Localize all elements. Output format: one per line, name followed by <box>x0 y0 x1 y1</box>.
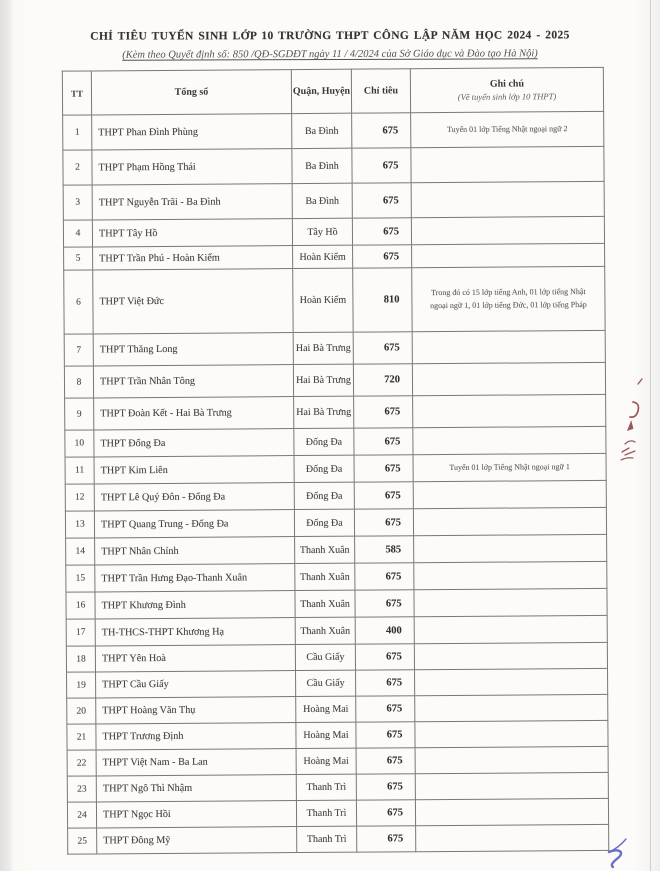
table-row <box>67 772 608 802</box>
table-row <box>65 480 606 511</box>
district-name: Đống Đa <box>294 509 354 536</box>
table-row <box>67 668 608 698</box>
district-name: Hai Bà Trưng <box>293 332 353 364</box>
district-name: Thanh Xuân <box>295 617 355 644</box>
note-text <box>415 668 608 695</box>
note-text <box>416 824 609 851</box>
quota-value: 675 <box>352 218 411 245</box>
school-name: THPT Đông Mỹ <box>97 827 297 854</box>
row-number: 11 <box>65 457 94 484</box>
quota-value: 675 <box>353 245 412 268</box>
quota-value: 675 <box>352 148 411 183</box>
table-row <box>66 615 607 646</box>
header-tt: TT <box>62 71 91 115</box>
district-name: Thanh Trì <box>296 800 356 826</box>
district-name: Hoàng Mai <box>296 696 356 722</box>
school-name: THPT Tây Hồ <box>92 219 292 247</box>
row-number: 8 <box>64 366 93 398</box>
table-body <box>63 111 609 854</box>
school-name: THPT Khương Đình <box>95 591 295 619</box>
note-text <box>415 798 608 825</box>
table-row <box>66 642 607 672</box>
quota-value: 675 <box>352 183 411 218</box>
row-number: 6 <box>64 270 93 334</box>
note-text <box>412 243 605 267</box>
district-name: Đống Đa <box>294 455 354 482</box>
quota-value: 585 <box>355 536 414 563</box>
row-number: 14 <box>66 538 95 565</box>
note-text: Trong đó có 15 lớp tiếng Anh, 01 lớp tiếng Nhật ngoại ngữ 1, 01 lớp tiếng Đức, 01 lớp tiếng Pháp <box>412 266 605 331</box>
school-name: THPT Phạm Hồng Thái <box>92 149 292 185</box>
page-subtitle: (Kèm theo Quyết định số: 850 /QĐ-SGDĐT ngày 11 / 4/2024 của Sở Giáo dục và Đào tạo Hà Nội) <box>122 48 538 61</box>
table-row <box>66 534 607 565</box>
table-row <box>67 720 608 750</box>
quota-value: 675 <box>354 455 413 482</box>
district-name: Thanh Trì <box>297 826 357 852</box>
note-text <box>413 394 606 427</box>
row-number: 10 <box>65 430 94 457</box>
school-name: THPT Quang Trung - Đống Đa <box>94 510 294 538</box>
row-number: 20 <box>67 698 96 724</box>
quota-table-wrapper <box>62 67 660 855</box>
note-text <box>415 694 608 721</box>
quota-value: 675 <box>354 482 413 509</box>
quota-value: 675 <box>356 670 415 696</box>
school-name: THPT Trương Định <box>96 723 296 750</box>
school-name: THPT Đoàn Kết - Hai Bà Trưng <box>94 397 294 430</box>
header-school-name: Tổng số <box>91 70 291 115</box>
note-text: Tuyển 01 lớp Tiếng Nhật ngoại ngữ 1 <box>413 453 606 481</box>
table-row <box>64 266 605 334</box>
district-name: Ba Đình <box>292 148 352 183</box>
district-name: Thanh Xuân <box>295 563 355 590</box>
district-name: Cầu Giấy <box>296 670 356 696</box>
row-number: 1 <box>63 115 92 150</box>
school-name: THPT Nguyễn Trãi - Ba Đình <box>92 184 292 220</box>
row-number: 12 <box>65 484 94 511</box>
header-note-title: Ghi chú <box>489 78 525 90</box>
header-note <box>410 67 603 112</box>
row-number: 5 <box>64 247 93 270</box>
district-name: Đống Đa <box>294 428 354 455</box>
quota-value: 675 <box>356 800 415 826</box>
quota-value: 675 <box>354 509 413 536</box>
district-name: Đống Đa <box>294 482 354 509</box>
note-text <box>415 746 608 773</box>
row-number: 18 <box>66 646 95 672</box>
note-text <box>413 480 606 508</box>
quota-value: 675 <box>355 644 414 670</box>
table-row <box>67 798 608 828</box>
quota-value: 400 <box>355 617 414 644</box>
row-number: 15 <box>66 565 95 592</box>
district-name: Hoàng Mai <box>296 748 356 774</box>
note-text <box>411 146 604 182</box>
row-number: 16 <box>66 592 95 619</box>
district-name: Hai Bà Trưng <box>293 364 353 396</box>
school-name: THPT Việt Nam - Ba Lan <box>96 749 296 776</box>
school-name: THPT Việt Đức <box>93 269 293 334</box>
table-row <box>63 216 604 247</box>
page-title: CHỈ TIÊU TUYỂN SINH LỚP 10 TRƯỜNG THPT CÔNG LẬP NĂM HỌC 2024 - 2025 <box>90 29 570 43</box>
school-name: THPT Phan Đình Phùng <box>92 114 292 150</box>
table-row <box>65 426 606 457</box>
school-name: THPT Lê Quý Đôn - Đống Đa <box>94 483 294 511</box>
row-number: 19 <box>67 672 96 698</box>
row-number: 24 <box>67 802 96 828</box>
district-name: Ba Đình <box>292 183 352 218</box>
row-number: 9 <box>65 398 94 430</box>
table-row <box>63 111 604 150</box>
note-text <box>415 772 608 799</box>
quota-value: 675 <box>355 563 414 590</box>
note-text <box>412 330 605 363</box>
school-name: THPT Trần Phú - Hoàn Kiếm <box>93 246 293 270</box>
school-name: THPT Cầu Giấy <box>96 671 296 698</box>
table-row <box>67 746 608 776</box>
note-text <box>414 534 607 562</box>
table-row <box>65 394 606 430</box>
quota-value: 675 <box>356 696 415 722</box>
note-text <box>415 720 608 747</box>
row-number: 3 <box>63 185 92 220</box>
district-name: Hai Bà Trưng <box>294 396 354 428</box>
table-row <box>65 453 606 484</box>
quota-value: 675 <box>355 590 414 617</box>
header-district: Quận, Huyện <box>291 69 351 113</box>
note-text <box>411 181 604 217</box>
table-row <box>64 330 605 366</box>
quota-value: 810 <box>353 268 412 332</box>
note-text <box>414 615 607 643</box>
district-name: Thanh Xuân <box>295 590 355 617</box>
table-row <box>66 588 607 619</box>
row-number: 25 <box>68 828 97 854</box>
row-number: 23 <box>67 776 96 802</box>
quota-value: 675 <box>352 113 411 148</box>
school-name: THPT Trần Hưng Đạo-Thanh Xuân <box>95 564 295 592</box>
school-name: THPT Ngô Thì Nhậm <box>96 775 296 802</box>
quota-value: 675 <box>356 774 415 800</box>
quota-value: 675 <box>356 748 415 774</box>
row-number: 13 <box>65 511 94 538</box>
quota-value: 675 <box>356 722 415 748</box>
district-name: Cầu Giấy <box>295 644 355 670</box>
row-number: 17 <box>66 619 95 646</box>
district-name: Thanh Trì <box>296 774 356 800</box>
district-name: Hoàn Kiếm <box>293 245 353 268</box>
note-text <box>414 588 607 616</box>
school-name: THPT Trần Nhân Tông <box>93 365 293 398</box>
table-row <box>65 507 606 538</box>
note-text <box>412 362 605 395</box>
quota-value: 675 <box>357 826 416 852</box>
school-name: THPT Ngọc Hồi <box>96 801 296 828</box>
school-name: TH-THCS-THPT Khương Hạ <box>95 618 295 646</box>
row-number: 21 <box>67 724 96 750</box>
header-quota: Chỉ tiêu <box>351 69 410 113</box>
table-row <box>63 146 604 185</box>
note-text <box>411 216 604 244</box>
table-row <box>67 694 608 724</box>
quota-value: 675 <box>353 332 412 364</box>
quota-table <box>62 67 609 855</box>
table-row <box>63 181 604 220</box>
header-note-subtitle: (Về tuyển sinh lớp 10 THPT) <box>457 90 557 102</box>
note-text <box>413 507 606 535</box>
quota-value: 720 <box>353 364 412 396</box>
district-name: Hoàng Mai <box>296 722 356 748</box>
row-number: 7 <box>64 334 93 366</box>
note-text: Tuyển 01 lớp Tiếng Nhật ngoại ngữ 2 <box>411 111 604 147</box>
quota-value: 675 <box>354 396 413 428</box>
district-name: Tây Hồ <box>292 218 352 245</box>
row-number: 4 <box>63 220 92 247</box>
district-name: Hoàn Kiếm <box>293 268 353 332</box>
district-name: Ba Đình <box>292 113 352 148</box>
school-name: THPT Kim Liên <box>94 456 294 484</box>
table-row <box>64 362 605 398</box>
row-number: 22 <box>67 750 96 776</box>
district-name: Thanh Xuân <box>295 536 355 563</box>
table-row <box>66 561 607 592</box>
table-header-row <box>62 67 603 115</box>
quota-value: 675 <box>354 428 413 455</box>
note-text <box>413 426 606 454</box>
school-name: THPT Nhân Chính <box>95 537 295 565</box>
note-text <box>414 642 607 669</box>
row-number: 2 <box>63 150 92 185</box>
school-name: THPT Thăng Long <box>93 333 293 366</box>
school-name: THPT Hoàng Văn Thụ <box>96 697 296 724</box>
table-row <box>68 824 609 854</box>
note-text <box>414 561 607 589</box>
school-name: THPT Đống Đa <box>94 429 294 457</box>
school-name: THPT Yên Hoà <box>95 645 295 672</box>
